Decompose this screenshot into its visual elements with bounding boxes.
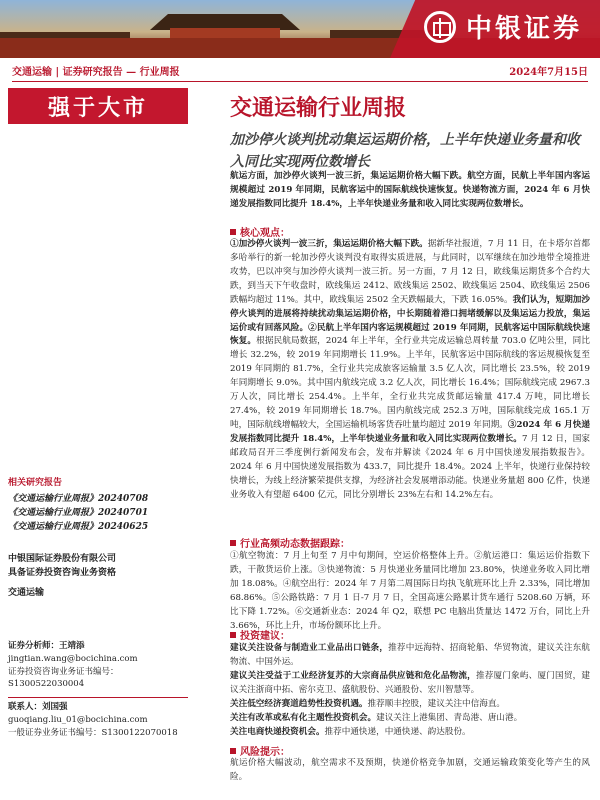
section-title: 核心观点： [240, 228, 290, 239]
core-p3-text: 7 月 12 日，国家邮政局召开三季度例行新闻发布会，发布并解读《2024 年 6 月中国快递发展指数报告》。2024 年 6 月中国快递发展指数为 433.7，同比提升 18.4%。2024 上半年，快递行业保持较快增长，为线上经济繁荣提供支撑，为经济社会发展增添动能。快递业务量超 800 亿件，快递业务收入有望超 6400 亿元，同比分别增长 23%左右和 14.2%左右。 [230, 433, 590, 500]
risk-warning [230, 757, 590, 785]
section-title: 行业高频动态数据跟踪： [240, 539, 350, 550]
invest-item [230, 712, 590, 726]
section-heading-hot [230, 535, 590, 550]
core-p2-text: 根据民航局数据，2024 年上半年，全行业共完成运输总周转量 703.0 亿吨公里，同比增长 32.2%，较 2019 年同期增长 11.9%。上半年，民航客运中国际航线的客运规模恢复至 2019 年同期的 81.7%，全行业共完成旅客运输量 3.5 亿人次，同比增长 23.5%，较 2019 年同期增长 9.0%。其中国内航线完成 3.2 亿人次，同比增长 16.4%；国际航线完成 2967.3 万人次，同比增长 254.4%。上半年，全行业共完成货邮运输量 417.4 万吨，同比增长 27.4%，较 2019 年同期增长 18.7%。国内航线完成 252.3 万吨，国际航线完成 165.1 万吨，国际航线增幅较大，全国运输机场客货吞吐量均超过 2019 年同期。 [230, 336, 590, 430]
lead-text: 航运方面，加沙停火谈判一波三折，集运运期价格大幅下跌。航空方面，民航上半年国内客运规模超过 2019 年同期，民航客运中的国际航线快速恢复。快递物流方面，2024 年 6 月快递发展指数同比提升 18.4%，上半年快递业务量和收入同比实现两位数增长。 [230, 171, 590, 209]
report-info-line [12, 60, 588, 82]
bullet-square-icon [230, 229, 236, 235]
banner-palace-beam [170, 28, 280, 38]
invest-item [230, 698, 590, 712]
bank-logo-icon [424, 11, 456, 43]
invest-lead: 建议关注设备与制造业工业品出口链条， [230, 643, 389, 653]
core-views [230, 238, 590, 503]
invest-lead: 关注有改革或私有化主题性投资机会。 [230, 712, 377, 723]
related-reports [8, 477, 188, 535]
brand-name: 中银证券 [465, 14, 582, 44]
report-date: 2024年7月15日 [509, 67, 588, 78]
invest-item [230, 642, 590, 670]
core-p1-lead: ①加沙停火谈判一波三折，集运运期价格大幅下跌。 [230, 239, 428, 249]
bullet-square-icon [230, 540, 236, 546]
invest-text: 建议关注上港集团、青岛港、唐山港。 [376, 712, 523, 723]
section-heading-core [230, 224, 590, 239]
contact-name: 联系人：刘国强 [8, 702, 68, 712]
brand-logo [424, 8, 582, 45]
risk-text: 航运价格大幅波动，航空需求不及预期，快递价格竞争加剧，交通运输政策变化等产生的风险。 [230, 758, 590, 782]
invest-text: 推荐中通快递，中通快递、韵达股份。 [324, 726, 471, 737]
invest-item [230, 726, 590, 740]
analyst-name: 证券分析师：王靖添 [8, 641, 85, 651]
firm-qualification: 具备证券投资咨询业务资格 [8, 567, 117, 578]
lead-summary [230, 170, 590, 212]
analyst-certificate: 证券投资咨询业务证书编号：S1300522030004 [8, 666, 119, 690]
divider [8, 697, 188, 698]
related-report-link[interactable]: 《交通运输行业周报》20240625 [8, 521, 149, 532]
bullet-square-icon [230, 748, 236, 754]
bullet-square-icon [230, 632, 236, 638]
report-category: 交通运输 | 证券研究报告 — 行业周报 [12, 67, 180, 78]
section-heading-risk [230, 743, 590, 758]
related-report-link[interactable]: 《交通运输行业周报》20240708 [8, 493, 149, 504]
core-p1-text: 据新华社报道，7 月 11 日，在卡塔尔首都多哈举行的新一轮加沙停火谈判没有取得实质进展，与此同时，以军继续在加沙地带全境推进攻势，巴以冲突与加沙停火谈判一波三折。另一方面，7 月 12 日，欧线集运期货多个合约大跌，到当天下午收盘时，欧线集运 2412、欧线集运 2502、欧线集运 2504、欧线集运 2506 跌幅均超过 11%。其中，欧线集运 2502 全天跌幅最大，下跌 16.05%。 [230, 239, 590, 305]
invest-text: 推荐顺丰控股，建议关注中信海直。 [367, 698, 506, 709]
invest-lead: 关注低空经济赛道趋势性投资机遇。 [230, 698, 368, 709]
core-p1-view: 我们认为，短期加沙停火谈判的进展将持续扰动集运运期价格，中长期随着港口拥堵缓解以及集运运力投放，集运运价或有回落风险。 [230, 294, 590, 333]
report-title: 交通运输行业周报 [230, 94, 407, 121]
rating-badge: 强于大市 [8, 88, 188, 124]
related-reports-heading: 相关研究报告 [8, 478, 63, 488]
investment-advice [230, 642, 590, 739]
header-banner [0, 0, 600, 58]
hot-data [230, 550, 590, 634]
related-report-link[interactable]: 《交通运输行业周报》20240701 [8, 507, 149, 518]
invest-text: 推荐中远海特、招商轮船、华贸物流，建议关注东航物流、中国外运。 [230, 643, 590, 667]
invest-text: 推荐厦门象屿、厦门国贸，建议关注浙商中拓、密尔克卫、盛航股份、兴通股份、宏川智慧等。 [230, 670, 590, 695]
firm-name: 中银国际证券股份有限公司 [8, 554, 117, 564]
contact-card [8, 694, 188, 739]
core-p3-lead: ③2024 年 6 月快递发展指数同比提升 18.4%，上半年快递业务量和收入同比实现两位数增长。 [230, 419, 590, 444]
contact-email[interactable]: guoqiang.liu_01@bocichina.com [8, 714, 148, 725]
main-header [230, 88, 590, 173]
invest-lead: 建议关注受益于工业经济复苏的大宗商品供应链和危化品物流， [230, 670, 476, 681]
core-p2-lead: ②民航上半年国内客运规模超过 2019 年同期，民航客运中国际航线快速恢复。 [230, 322, 590, 347]
section-heading-invest [230, 627, 590, 642]
invest-lead: 关注电商快递投资机会。 [230, 726, 325, 737]
invest-item [230, 670, 590, 698]
section-title: 风险提示： [240, 747, 290, 758]
core-paragraph [230, 238, 590, 503]
contact-certificate: 一般证券业务证书编号：S1300122070018 [8, 727, 178, 738]
firm-info [8, 553, 188, 601]
analyst-email[interactable]: jingtian.wang@bocichina.com [8, 653, 138, 664]
hot-data-text: ①航空物流：7 月上旬至 7 月中旬期间，空运价格整体上升。②航运港口：集运运价指数下跌，干散货运价上涨。③快递物流：5 月快递业务量同比增加 23.80%，快递业务收入同比增加 18.08%。④航空出行：2024 年 7 月第二周国际日均执飞航班环比上升 2.33%，同比增加 68.86%。⑤公路铁路：7 月 1 日-7 月 7 日，全国高速公路累计货车通行 5208.60 万辆，环比下降 1.72%。⑥交通新业态：2024 年 Q2，联想 PC 电脑出货量达 1472 万台，同比上升 3.66%，环比上升，市场份额环比上升。 [230, 551, 590, 631]
sector-name: 交通运输 [8, 587, 45, 598]
report-subtitle: 加沙停火谈判扰动集运运期价格，上半年快递业务量和收入同比实现两位数增长 [230, 132, 580, 170]
section-title: 投资建议： [240, 631, 290, 642]
analyst-card [8, 640, 188, 691]
